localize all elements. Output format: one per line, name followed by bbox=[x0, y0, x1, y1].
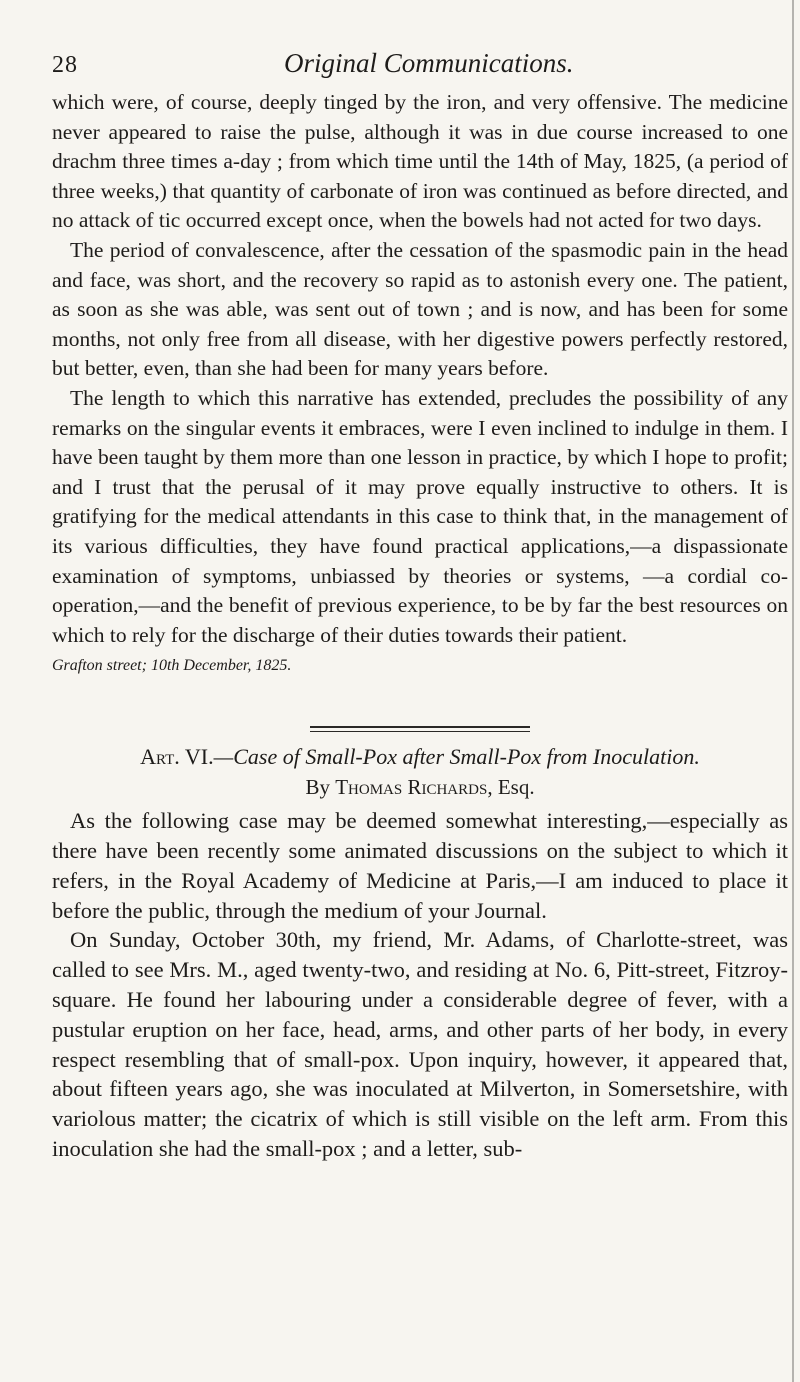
paragraph-conclusion: The length to which this narrative has extended, precludes the possibility of any remarks on the singular events it embraces, were I even inclined to indulge in them. I have been taught by them more than one lesson in practice, by which I hope to profit; and I trust that the perusal of it may prove equally instructive to others. It is gratifying for the medical attendants in this case to think that, in the management of its various difficulties, they have found practical applications,—a dispassionate examination of symptoms, unbiassed by theories or systems, —a cordial co-operation,—and the benefit of previous experience, to be by far the best resources on which to rely for the discharge of their duties towards their patient. bbox=[52, 385, 788, 647]
signoff-place-date: Grafton street; 10th December, 1825. bbox=[52, 657, 292, 675]
byline-suffix: , Esq. bbox=[487, 775, 535, 800]
book-page bbox=[52, 48, 788, 1164]
page-number: 28 bbox=[52, 52, 78, 78]
divider-rule-thick bbox=[310, 726, 530, 728]
article-paragraph-case: On Sunday, October 30th, my friend, Mr. Adams, of Charlotte-street, was called to see Mrs. M., aged twenty-two, and residing at No. 6, Pitt-street, Fitzroy-square. He found her labouring under a considerable degree of fever, with a pustular eruption on her face, head, arms, and other parts of her body, in every respect resembling that of small-pox. Upon inquiry, however, it appeared that, about fifteen years ago, she was inoculated at Milverton, in Somersetshire, with variolous matter; the cicatrix of which is still visible on the left arm. From this inoculation she had the small-pox ; and a letter, sub- bbox=[52, 927, 788, 1162]
paragraph-continued: which were, of course, deeply tinged by the iron, and very offensive. The medicine never appeared to raise the pulse, although it was in due course increased to one drachm three times a-day ; from which time until the 14th of May, 1825, (a period of three weeks,) that quantity of carbonate of iron was continued as before directed, and no attack of tic occurred except once, when the bowels had not acted for two days. bbox=[52, 90, 788, 233]
article-number: Art. VI. bbox=[140, 744, 214, 770]
divider-rule-thin bbox=[310, 731, 530, 732]
paragraph-convalescence: The period of convalescence, after the cessation of the spasmodic pain in the head and face, was short, and the recovery so rapid as to astonish every one. The patient, as soon as she was able, was sent out of town ; and is now, and has been for some months, not only free from all disease, with her digestive powers perfectly restored, but better, even, than she had been for many years before. bbox=[52, 237, 788, 381]
running-title: Original Communications. bbox=[284, 48, 574, 78]
article-paragraph-intro: As the following case may be deemed somewhat interesting,—especially as there have been recently some animated discussions on the subject to which it refers, in the Royal Academy of Medicine at Paris,—I am induced to place it before the public, through the medium of your Journal. bbox=[52, 808, 788, 923]
running-head bbox=[52, 48, 788, 88]
author-name: Thomas Richards bbox=[335, 775, 488, 800]
article-title: —Case of Small-Pox after Small-Pox from Inoculation. bbox=[213, 744, 700, 770]
article-body bbox=[52, 806, 788, 1164]
article-byline bbox=[52, 772, 788, 802]
byline-prefix: By bbox=[305, 775, 336, 800]
article-heading bbox=[52, 742, 788, 772]
section-divider bbox=[52, 726, 788, 732]
page-edge-shadow bbox=[792, 0, 794, 1382]
